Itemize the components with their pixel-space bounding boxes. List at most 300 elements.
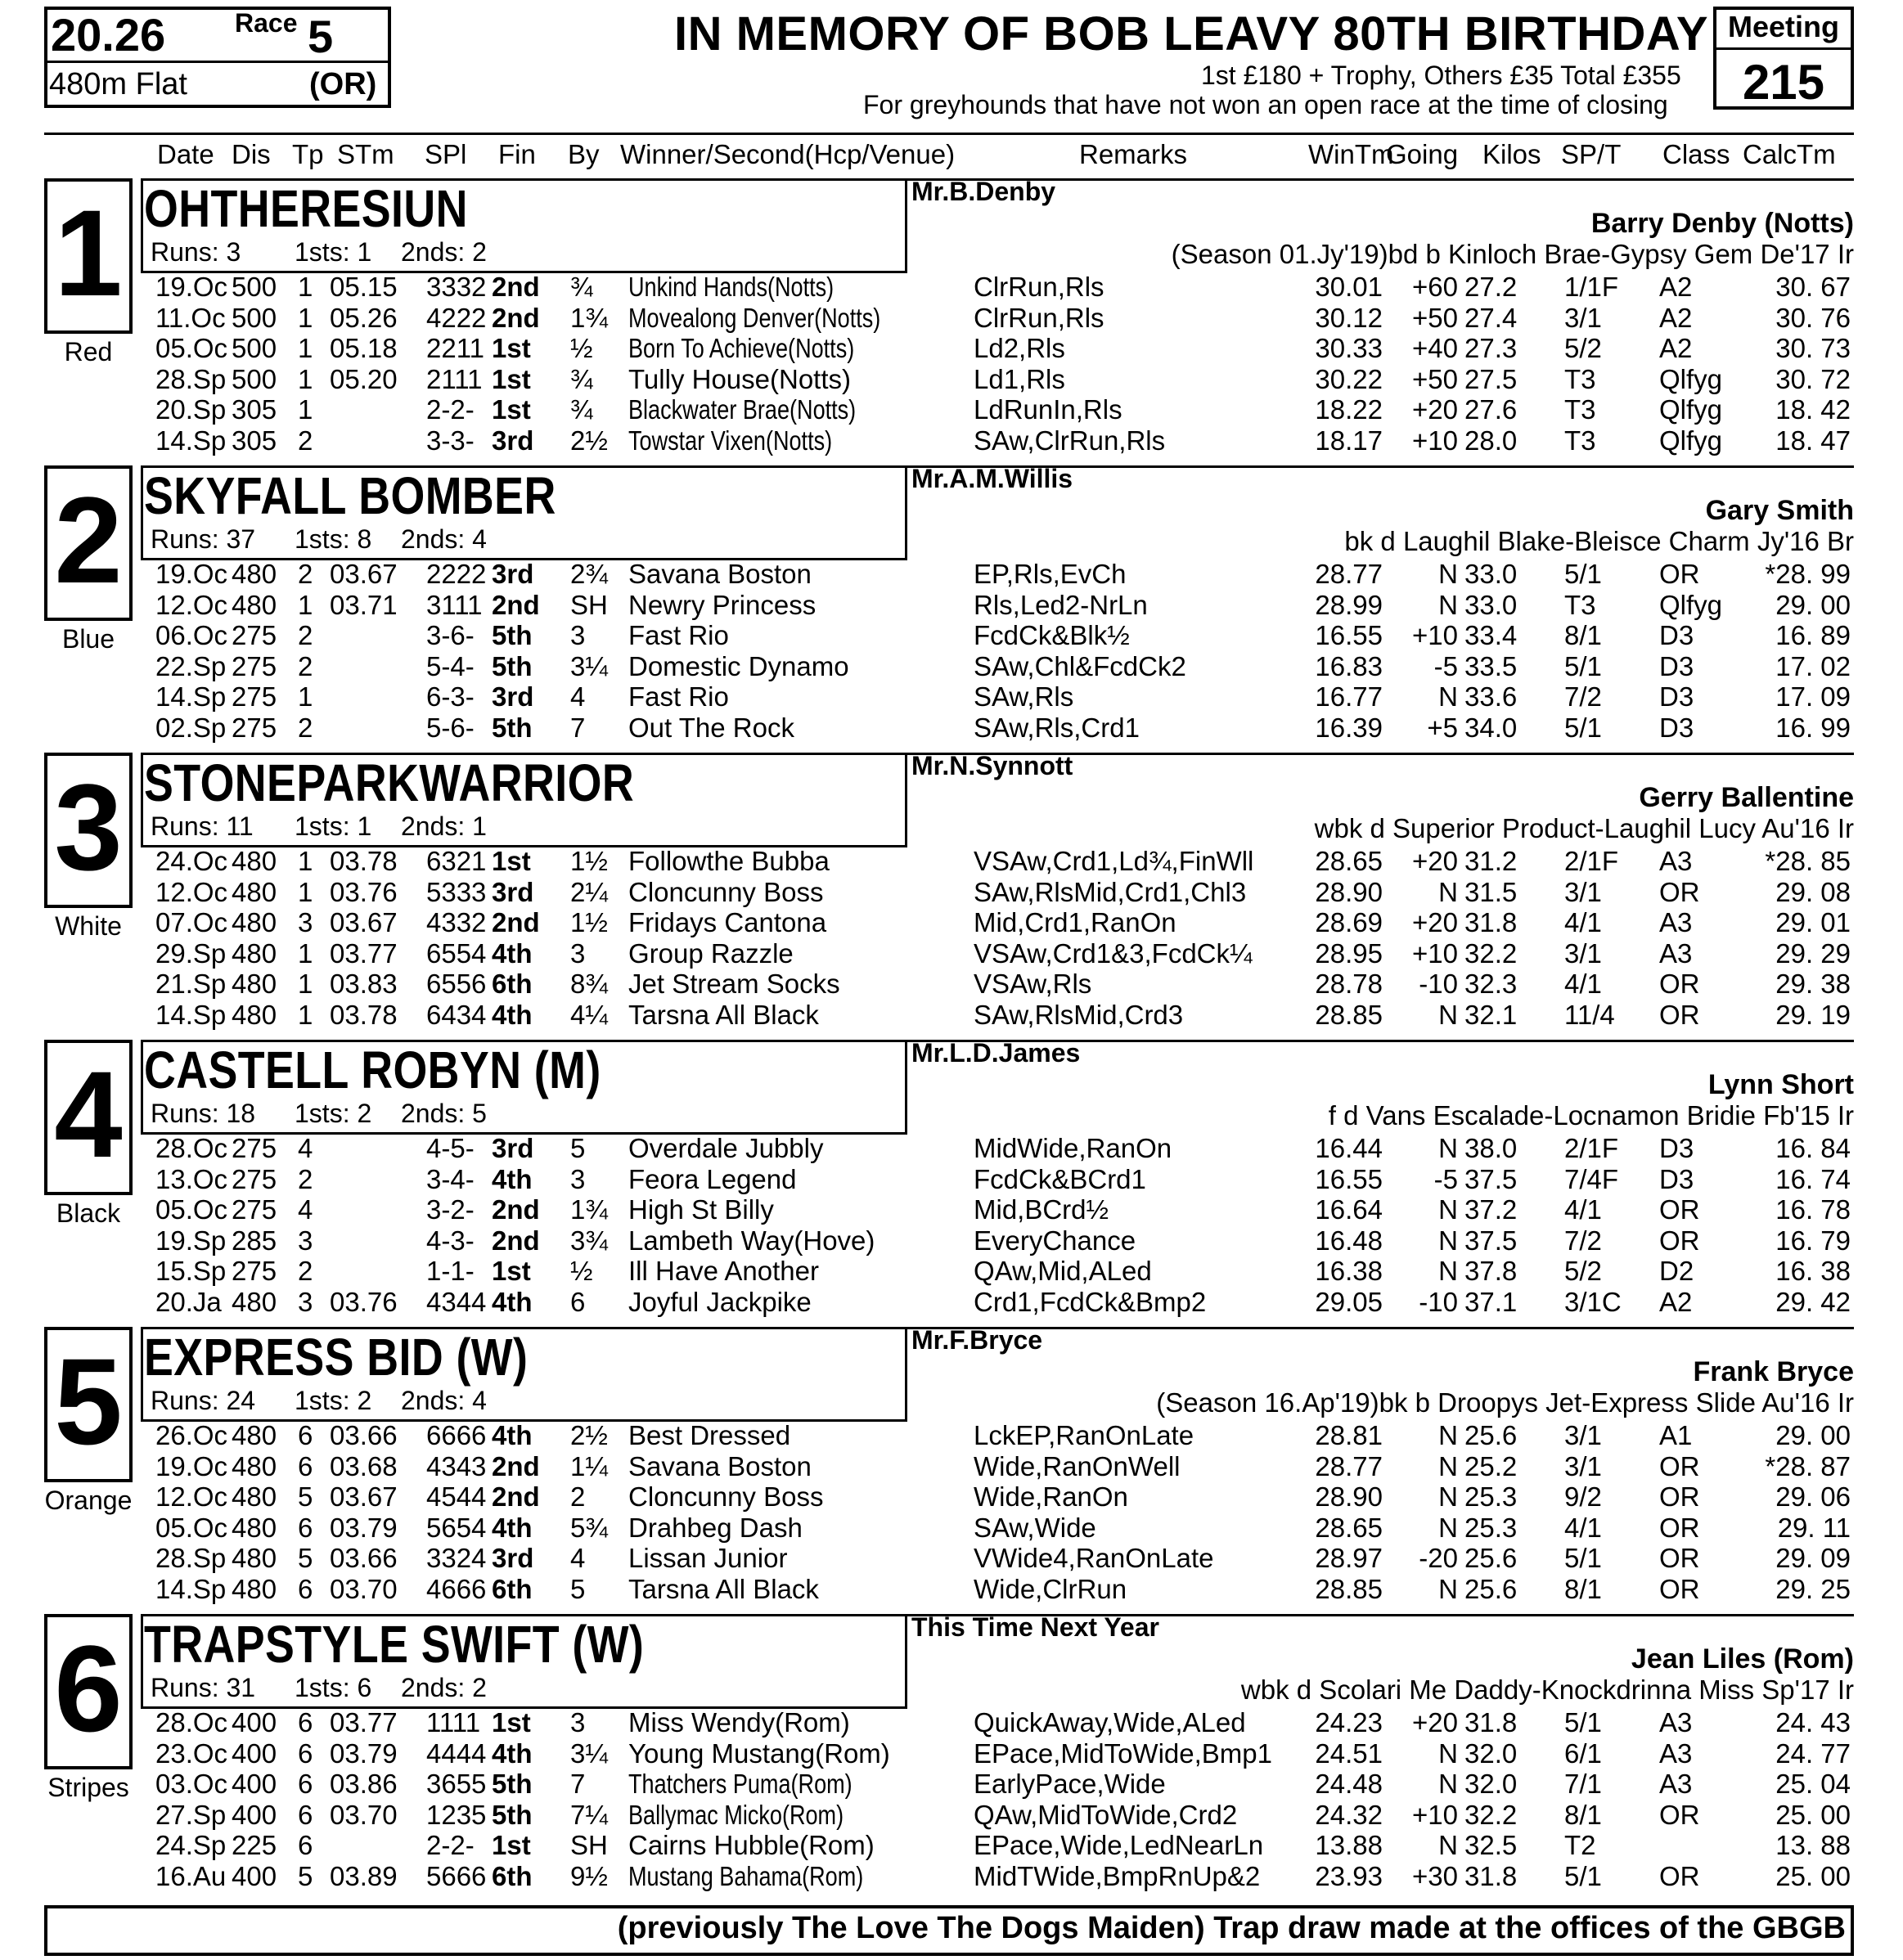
seconds-count: 2nds: 2 [401, 237, 487, 267]
form-win-time: 16.44 [1315, 1133, 1383, 1163]
runs-count: Runs: 31 [151, 1673, 256, 1702]
form-class: A2 [1659, 333, 1693, 363]
form-distance: 500 [232, 333, 277, 363]
form-starting-price: 3/1 [1564, 937, 1602, 969]
form-winner: Best Dressed [628, 1420, 791, 1450]
form-starting-price: 5/1 [1564, 559, 1602, 589]
form-row [0, 1287, 1903, 1318]
form-finish: 6th [492, 1573, 533, 1604]
form-win-time: 16.77 [1315, 681, 1383, 712]
form-date: 02.Sp [155, 712, 227, 743]
form-going: N [1438, 876, 1458, 907]
form-distance-beaten: 4 [570, 681, 586, 712]
form-win-time: 30.12 [1315, 302, 1383, 333]
form-split: 1235 [426, 1799, 487, 1830]
form-row [0, 303, 1903, 334]
form-trap: 2 [298, 1256, 313, 1286]
form-remarks: Ld1,Rls [974, 363, 1065, 394]
form-trap: 1 [298, 333, 313, 363]
form-winner: Overdale Jubbly [628, 1133, 824, 1163]
form-calc-time: 29. 29 [1775, 937, 1851, 969]
form-sectional: 03.89 [330, 1860, 398, 1891]
form-starting-price: 7/4F [1564, 1163, 1619, 1194]
trainer-name: Barry Denby (Notts) [1590, 208, 1854, 239]
form-winner: Miss Wendy(Rom) [628, 1707, 850, 1737]
form-split: 4343 [426, 1450, 487, 1481]
form-split: 2211 [426, 333, 484, 363]
form-finish: 2nd [492, 1481, 540, 1512]
form-remarks: ClrRun,Rls [974, 272, 1104, 302]
form-calc-time: *28. 99 [1765, 559, 1851, 589]
form-remarks: Mid,Crd1,RanOn [974, 907, 1176, 937]
form-row [0, 1513, 1903, 1544]
form-going: N [1438, 1769, 1458, 1799]
form-sectional: 03.78 [330, 999, 398, 1030]
form-going: N [1438, 1450, 1458, 1481]
form-distance: 400 [232, 1799, 277, 1830]
form-distance: 275 [232, 1194, 277, 1225]
form-split: 1111 [426, 1707, 481, 1737]
form-finish: 1st [492, 394, 531, 425]
form-win-time: 16.39 [1315, 712, 1383, 743]
form-distance-beaten: 6 [570, 1286, 586, 1317]
runs-count: Runs: 37 [151, 524, 256, 554]
column-header: Kilos [1482, 139, 1541, 169]
form-weight: 32.0 [1464, 1737, 1518, 1769]
form-distance: 480 [232, 1481, 277, 1512]
column-header: Fin [498, 139, 536, 169]
form-distance-beaten: ½ [570, 1256, 593, 1286]
form-calc-time: 29. 38 [1775, 969, 1851, 999]
form-row [0, 1738, 1903, 1769]
form-row [0, 713, 1903, 744]
form-class: A2 [1659, 302, 1693, 333]
form-weight: 33.4 [1464, 620, 1518, 650]
form-starting-price: 7/2 [1564, 681, 1602, 712]
form-distance: 480 [232, 907, 277, 937]
form-calc-time: 30. 72 [1775, 363, 1851, 394]
column-header: Going [1386, 139, 1459, 169]
form-finish: 2nd [492, 1194, 540, 1225]
form-class: D2 [1659, 1256, 1694, 1286]
form-row [0, 969, 1903, 1000]
form-sectional: 03.68 [330, 1450, 398, 1481]
form-distance-beaten: 3 [570, 1163, 586, 1194]
form-sectional: 03.86 [330, 1769, 398, 1799]
meeting-divider [1713, 47, 1854, 50]
form-trap: 2 [298, 559, 313, 589]
form-split: 2-2- [426, 394, 475, 425]
form-split: 3-6- [426, 620, 475, 650]
form-winner: Cairns Hubble(Rom) [628, 1830, 875, 1860]
form-starting-price: T3 [1564, 394, 1596, 425]
form-class: A3 [1659, 846, 1693, 876]
form-trap: 6 [298, 1737, 313, 1769]
form-remarks: LdRunIn,Rls [974, 394, 1122, 425]
form-remarks: SAw,Rls,Crd1 [974, 712, 1140, 743]
form-finish: 2nd [492, 302, 540, 333]
seconds-count: 2nds: 4 [401, 524, 487, 554]
form-date: 03.Oc [155, 1769, 228, 1799]
race-number: 5 [308, 11, 334, 62]
form-distance-beaten: 3 [570, 937, 586, 969]
form-winner: Blackwater Brae(Notts) [628, 394, 857, 425]
form-trap: 3 [298, 1286, 313, 1317]
form-remarks: SAw,RlsMid,Crd3 [974, 999, 1184, 1030]
form-trap: 4 [298, 1133, 313, 1163]
meeting-number: 215 [1742, 55, 1825, 110]
runs-count: Runs: 11 [151, 811, 254, 841]
form-calc-time: *28. 87 [1765, 1450, 1851, 1481]
form-split: 6556 [426, 969, 487, 999]
form-row [0, 1830, 1903, 1861]
form-distance-beaten: 4¼ [570, 999, 608, 1030]
form-split: 6-3- [426, 681, 475, 712]
form-trap: 5 [298, 1481, 313, 1512]
column-header: WinTm [1308, 139, 1394, 169]
form-sectional: 05.15 [330, 272, 398, 302]
form-weight: 31.8 [1464, 1860, 1518, 1891]
form-win-time: 16.48 [1315, 1225, 1383, 1256]
form-sectional: 03.67 [330, 559, 398, 589]
form-trap: 1 [298, 999, 313, 1030]
wins-count: 1sts: 6 [295, 1673, 372, 1702]
form-remarks: Wide,RanOnWell [974, 1450, 1181, 1481]
form-finish: 3rd [492, 681, 534, 712]
form-going: +20 [1412, 394, 1458, 425]
breeding-info: f d Vans Escalade-Locnamon Bridie Fb'15 Ir [1328, 1100, 1854, 1131]
form-distance-beaten: 1¾ [570, 302, 608, 333]
form-distance-beaten: 7 [570, 712, 586, 743]
form-row [0, 1574, 1903, 1605]
form-distance-beaten: 3¼ [570, 650, 608, 681]
form-class: OR [1659, 969, 1700, 999]
form-winner: Young Mustang(Rom) [628, 1737, 890, 1769]
form-trap: 1 [298, 394, 313, 425]
form-starting-price: 6/1 [1564, 1737, 1602, 1769]
form-date: 05.Oc [155, 333, 228, 363]
form-starting-price: 5/1 [1564, 650, 1602, 681]
form-date: 12.Oc [155, 1481, 228, 1512]
owner-name: Mr.N.Synnott [911, 751, 1073, 780]
form-sectional: 03.83 [330, 969, 398, 999]
form-starting-price: 3/1 [1564, 1450, 1602, 1481]
form-trap: 1 [298, 302, 313, 333]
form-going: -5 [1433, 650, 1458, 681]
form-winner: Fridays Cantona [628, 907, 827, 937]
form-finish: 4th [492, 1163, 533, 1194]
runs-count: Runs: 18 [151, 1099, 256, 1128]
form-row [0, 364, 1903, 395]
column-header: SP/T [1561, 139, 1622, 169]
form-finish: 3rd [492, 1543, 534, 1573]
form-weight: 33.6 [1464, 681, 1518, 712]
form-split: 4544 [426, 1481, 487, 1512]
form-win-time: 30.22 [1315, 363, 1383, 394]
trap-colour: Red [64, 337, 113, 366]
form-sectional: 05.26 [330, 302, 398, 333]
form-calc-time: 29. 01 [1775, 907, 1851, 937]
column-header: Remarks [1079, 139, 1188, 169]
race-label: Race [235, 8, 298, 38]
form-row [0, 1800, 1903, 1831]
form-weight: 31.8 [1464, 907, 1518, 937]
breeding-info: wbk d Superior Product-Laughil Lucy Au'16 Ir [1314, 813, 1854, 843]
form-class: OR [1659, 1860, 1700, 1891]
form-going: -10 [1419, 969, 1458, 999]
form-sectional: 03.67 [330, 1481, 398, 1512]
dog-name: SKYFALL BOMBER [144, 466, 556, 525]
form-weight: 37.2 [1464, 1194, 1518, 1225]
form-finish: 1st [492, 1707, 531, 1737]
form-remarks: QAw,MidToWide,Crd2 [974, 1799, 1238, 1830]
form-row [0, 1225, 1903, 1256]
form-distance: 400 [232, 1707, 277, 1737]
form-weight: 31.5 [1464, 876, 1518, 907]
form-trap: 1 [298, 272, 313, 302]
form-date: 26.Oc [155, 1420, 228, 1450]
form-distance-beaten: 8¾ [570, 969, 608, 999]
form-remarks: VWide4,RanOnLate [974, 1543, 1214, 1573]
form-row [0, 681, 1903, 713]
form-split: 2222 [426, 559, 487, 589]
form-class: D3 [1659, 712, 1694, 743]
form-class: OR [1659, 1225, 1700, 1256]
form-remarks: Wide,RanOn [974, 1481, 1128, 1512]
form-row [0, 846, 1903, 877]
seconds-count: 2nds: 1 [401, 811, 487, 841]
form-distance-beaten: 3 [570, 1707, 586, 1737]
form-split: 3332 [426, 272, 487, 302]
form-split: 2-2- [426, 1830, 475, 1860]
form-split: 4-3- [426, 1225, 475, 1256]
form-going: +50 [1412, 363, 1458, 394]
form-finish: 6th [492, 969, 533, 999]
form-class: OR [1659, 876, 1700, 907]
form-date: 28.Sp [155, 1543, 227, 1573]
breeding-info: wbk d Scolari Me Daddy-Knockdrinna Miss Sp'17 Ir [1240, 1675, 1854, 1705]
form-remarks: Ld2,Rls [974, 333, 1065, 363]
form-trap: 4 [298, 1194, 313, 1225]
form-class: Qlfyg [1659, 589, 1723, 620]
form-distance: 480 [232, 846, 277, 876]
form-sectional: 03.70 [330, 1799, 398, 1830]
form-distance: 400 [232, 1860, 277, 1891]
form-starting-price: 4/1 [1564, 969, 1602, 999]
form-going: +20 [1412, 907, 1458, 937]
form-weight: 32.1 [1464, 999, 1518, 1030]
form-winner: Newry Princess [628, 589, 817, 620]
form-calc-time: *28. 85 [1765, 846, 1851, 876]
form-split: 5333 [426, 876, 487, 907]
wins-count: 1sts: 2 [295, 1099, 372, 1128]
form-trap: 1 [298, 681, 313, 712]
form-date: 19.Sp [155, 1225, 227, 1256]
form-sectional: 03.76 [330, 876, 398, 907]
form-distance: 275 [232, 650, 277, 681]
form-starting-price: 3/1C [1564, 1286, 1622, 1317]
form-winner: Movealong Denver(Notts) [628, 302, 881, 333]
form-trap: 5 [298, 1860, 313, 1891]
owner-name: This Time Next Year [911, 1612, 1159, 1642]
owner-name: Mr.B.Denby [911, 177, 1056, 206]
form-finish: 1st [492, 1256, 531, 1286]
prize-money: 1st £180 + Trophy, Others £35 Total £355 [1201, 61, 1681, 90]
form-row [0, 1164, 1903, 1195]
form-win-time: 28.85 [1315, 999, 1383, 1030]
form-class: OR [1659, 1481, 1700, 1512]
form-sectional: 03.66 [330, 1543, 398, 1573]
form-starting-price: 3/1 [1564, 876, 1602, 907]
form-starting-price: T3 [1564, 363, 1596, 394]
form-calc-time: 13. 88 [1775, 1830, 1851, 1860]
form-going: N [1438, 1225, 1458, 1256]
form-calc-time: 24. 77 [1775, 1737, 1851, 1769]
form-class: A2 [1659, 1286, 1693, 1317]
trap-colour: Stripes [47, 1773, 129, 1802]
form-trap: 6 [298, 1450, 313, 1481]
owner-name: Mr.L.D.James [911, 1038, 1081, 1068]
dog-name: TRAPSTYLE SWIFT (W) [144, 1615, 645, 1674]
form-winner: Group Razzle [628, 937, 794, 969]
dog-name: EXPRESS BID (W) [144, 1328, 529, 1387]
form-split: 6321 [426, 846, 487, 876]
form-remarks: EPace,MidToWide,Bmp1 [974, 1737, 1272, 1769]
form-starting-price: 5/1 [1564, 1860, 1602, 1891]
form-winner: Fast Rio [628, 681, 729, 712]
race-grade: (OR) [309, 67, 377, 101]
form-trap: 1 [298, 937, 313, 969]
form-remarks: Rls,Led2-NrLn [974, 589, 1148, 620]
form-calc-time: 29. 11 [1777, 1512, 1851, 1543]
form-win-time: 28.99 [1315, 589, 1383, 620]
form-weight: 25.6 [1464, 1543, 1518, 1573]
form-going: +50 [1412, 302, 1458, 333]
form-remarks: EarlyPace,Wide [974, 1769, 1166, 1799]
form-distance: 285 [232, 1225, 277, 1256]
seconds-count: 2nds: 4 [401, 1386, 487, 1415]
runner-rule [905, 1327, 1854, 1329]
form-distance-beaten: 5 [570, 1573, 586, 1604]
form-weight: 25.6 [1464, 1420, 1518, 1450]
form-weight: 33.0 [1464, 589, 1518, 620]
form-split: 5666 [426, 1860, 487, 1891]
form-calc-time: 25. 00 [1775, 1860, 1851, 1891]
form-date: 12.Oc [155, 876, 228, 907]
form-winner: Feora Legend [628, 1163, 797, 1194]
form-date: 24.Oc [155, 846, 228, 876]
form-going: +30 [1412, 1860, 1458, 1891]
form-split: 3324 [426, 1543, 487, 1573]
form-distance: 480 [232, 876, 277, 907]
form-distance: 500 [232, 363, 277, 394]
form-split: 2111 [426, 363, 483, 394]
form-split: 1-1- [426, 1256, 475, 1286]
form-class: OR [1659, 1450, 1700, 1481]
column-header: CalcTm [1743, 139, 1836, 169]
form-remarks: EPace,Wide,LedNearLn [974, 1830, 1264, 1860]
meeting-label: Meeting [1727, 10, 1839, 43]
form-weight: 38.0 [1464, 1133, 1518, 1163]
form-date: 14.Sp [155, 425, 227, 456]
form-remarks: SAw,ClrRun,Rls [974, 425, 1166, 456]
form-starting-price: 4/1 [1564, 907, 1602, 937]
form-going: +10 [1412, 937, 1458, 969]
form-distance: 275 [232, 712, 277, 743]
form-row [0, 1133, 1903, 1164]
form-win-time: 30.33 [1315, 333, 1383, 363]
form-class: A3 [1659, 1737, 1693, 1769]
form-going: +60 [1412, 272, 1458, 302]
form-split: 4444 [426, 1737, 487, 1769]
form-row [0, 333, 1903, 364]
form-class: OR [1659, 1799, 1700, 1830]
form-finish: 3rd [492, 559, 534, 589]
form-date: 14.Sp [155, 999, 227, 1030]
form-date: 14.Sp [155, 1573, 227, 1604]
form-win-time: 16.83 [1315, 650, 1383, 681]
form-going: N [1438, 1194, 1458, 1225]
form-row [0, 1481, 1903, 1513]
form-calc-time: 16. 89 [1775, 620, 1851, 650]
form-class: A2 [1659, 272, 1693, 302]
form-distance: 400 [232, 1769, 277, 1799]
form-calc-time: 17. 09 [1775, 681, 1851, 712]
form-weight: 32.0 [1464, 1769, 1518, 1799]
form-win-time: 28.77 [1315, 1450, 1383, 1481]
form-calc-time: 24. 43 [1775, 1707, 1851, 1737]
form-class: A3 [1659, 907, 1693, 937]
form-date: 14.Sp [155, 681, 227, 712]
form-finish: 1st [492, 333, 531, 363]
form-finish: 4th [492, 1737, 533, 1769]
form-starting-price: 8/1 [1564, 620, 1602, 650]
form-class: A1 [1659, 1420, 1693, 1450]
form-win-time: 28.81 [1315, 1420, 1383, 1450]
form-starting-price: 4/1 [1564, 1194, 1602, 1225]
form-date: 12.Oc [155, 589, 228, 620]
form-starting-price: T3 [1564, 425, 1596, 456]
form-starting-price: 7/2 [1564, 1225, 1602, 1256]
form-weight: 25.3 [1464, 1481, 1518, 1512]
form-date: 05.Oc [155, 1512, 228, 1543]
form-class: A3 [1659, 1707, 1693, 1737]
form-win-time: 16.38 [1315, 1256, 1383, 1286]
form-distance: 480 [232, 1543, 277, 1573]
form-remarks: FcdCk&Blk½ [974, 620, 1130, 650]
form-sectional: 03.77 [330, 937, 398, 969]
form-distance-beaten: 3¼ [570, 1737, 608, 1769]
form-win-time: 28.78 [1315, 969, 1383, 999]
trap-number: 5 [54, 1333, 123, 1470]
form-class: OR [1659, 1543, 1700, 1573]
form-distance: 480 [232, 1573, 277, 1604]
form-distance-beaten: ½ [570, 333, 593, 363]
trap-colour: Orange [44, 1486, 133, 1515]
form-row [0, 590, 1903, 621]
form-going: N [1438, 1830, 1458, 1860]
form-split: 4666 [426, 1573, 487, 1604]
form-finish: 4th [492, 937, 533, 969]
form-starting-price: 8/1 [1564, 1799, 1602, 1830]
form-split: 4332 [426, 907, 487, 937]
form-winner: Tarsna All Black [628, 999, 819, 1030]
form-row [0, 394, 1903, 425]
form-sectional: 05.18 [330, 333, 398, 363]
form-calc-time: 29. 06 [1775, 1481, 1851, 1512]
form-trap: 1 [298, 589, 313, 620]
owner-name: Mr.A.M.Willis [911, 464, 1073, 493]
